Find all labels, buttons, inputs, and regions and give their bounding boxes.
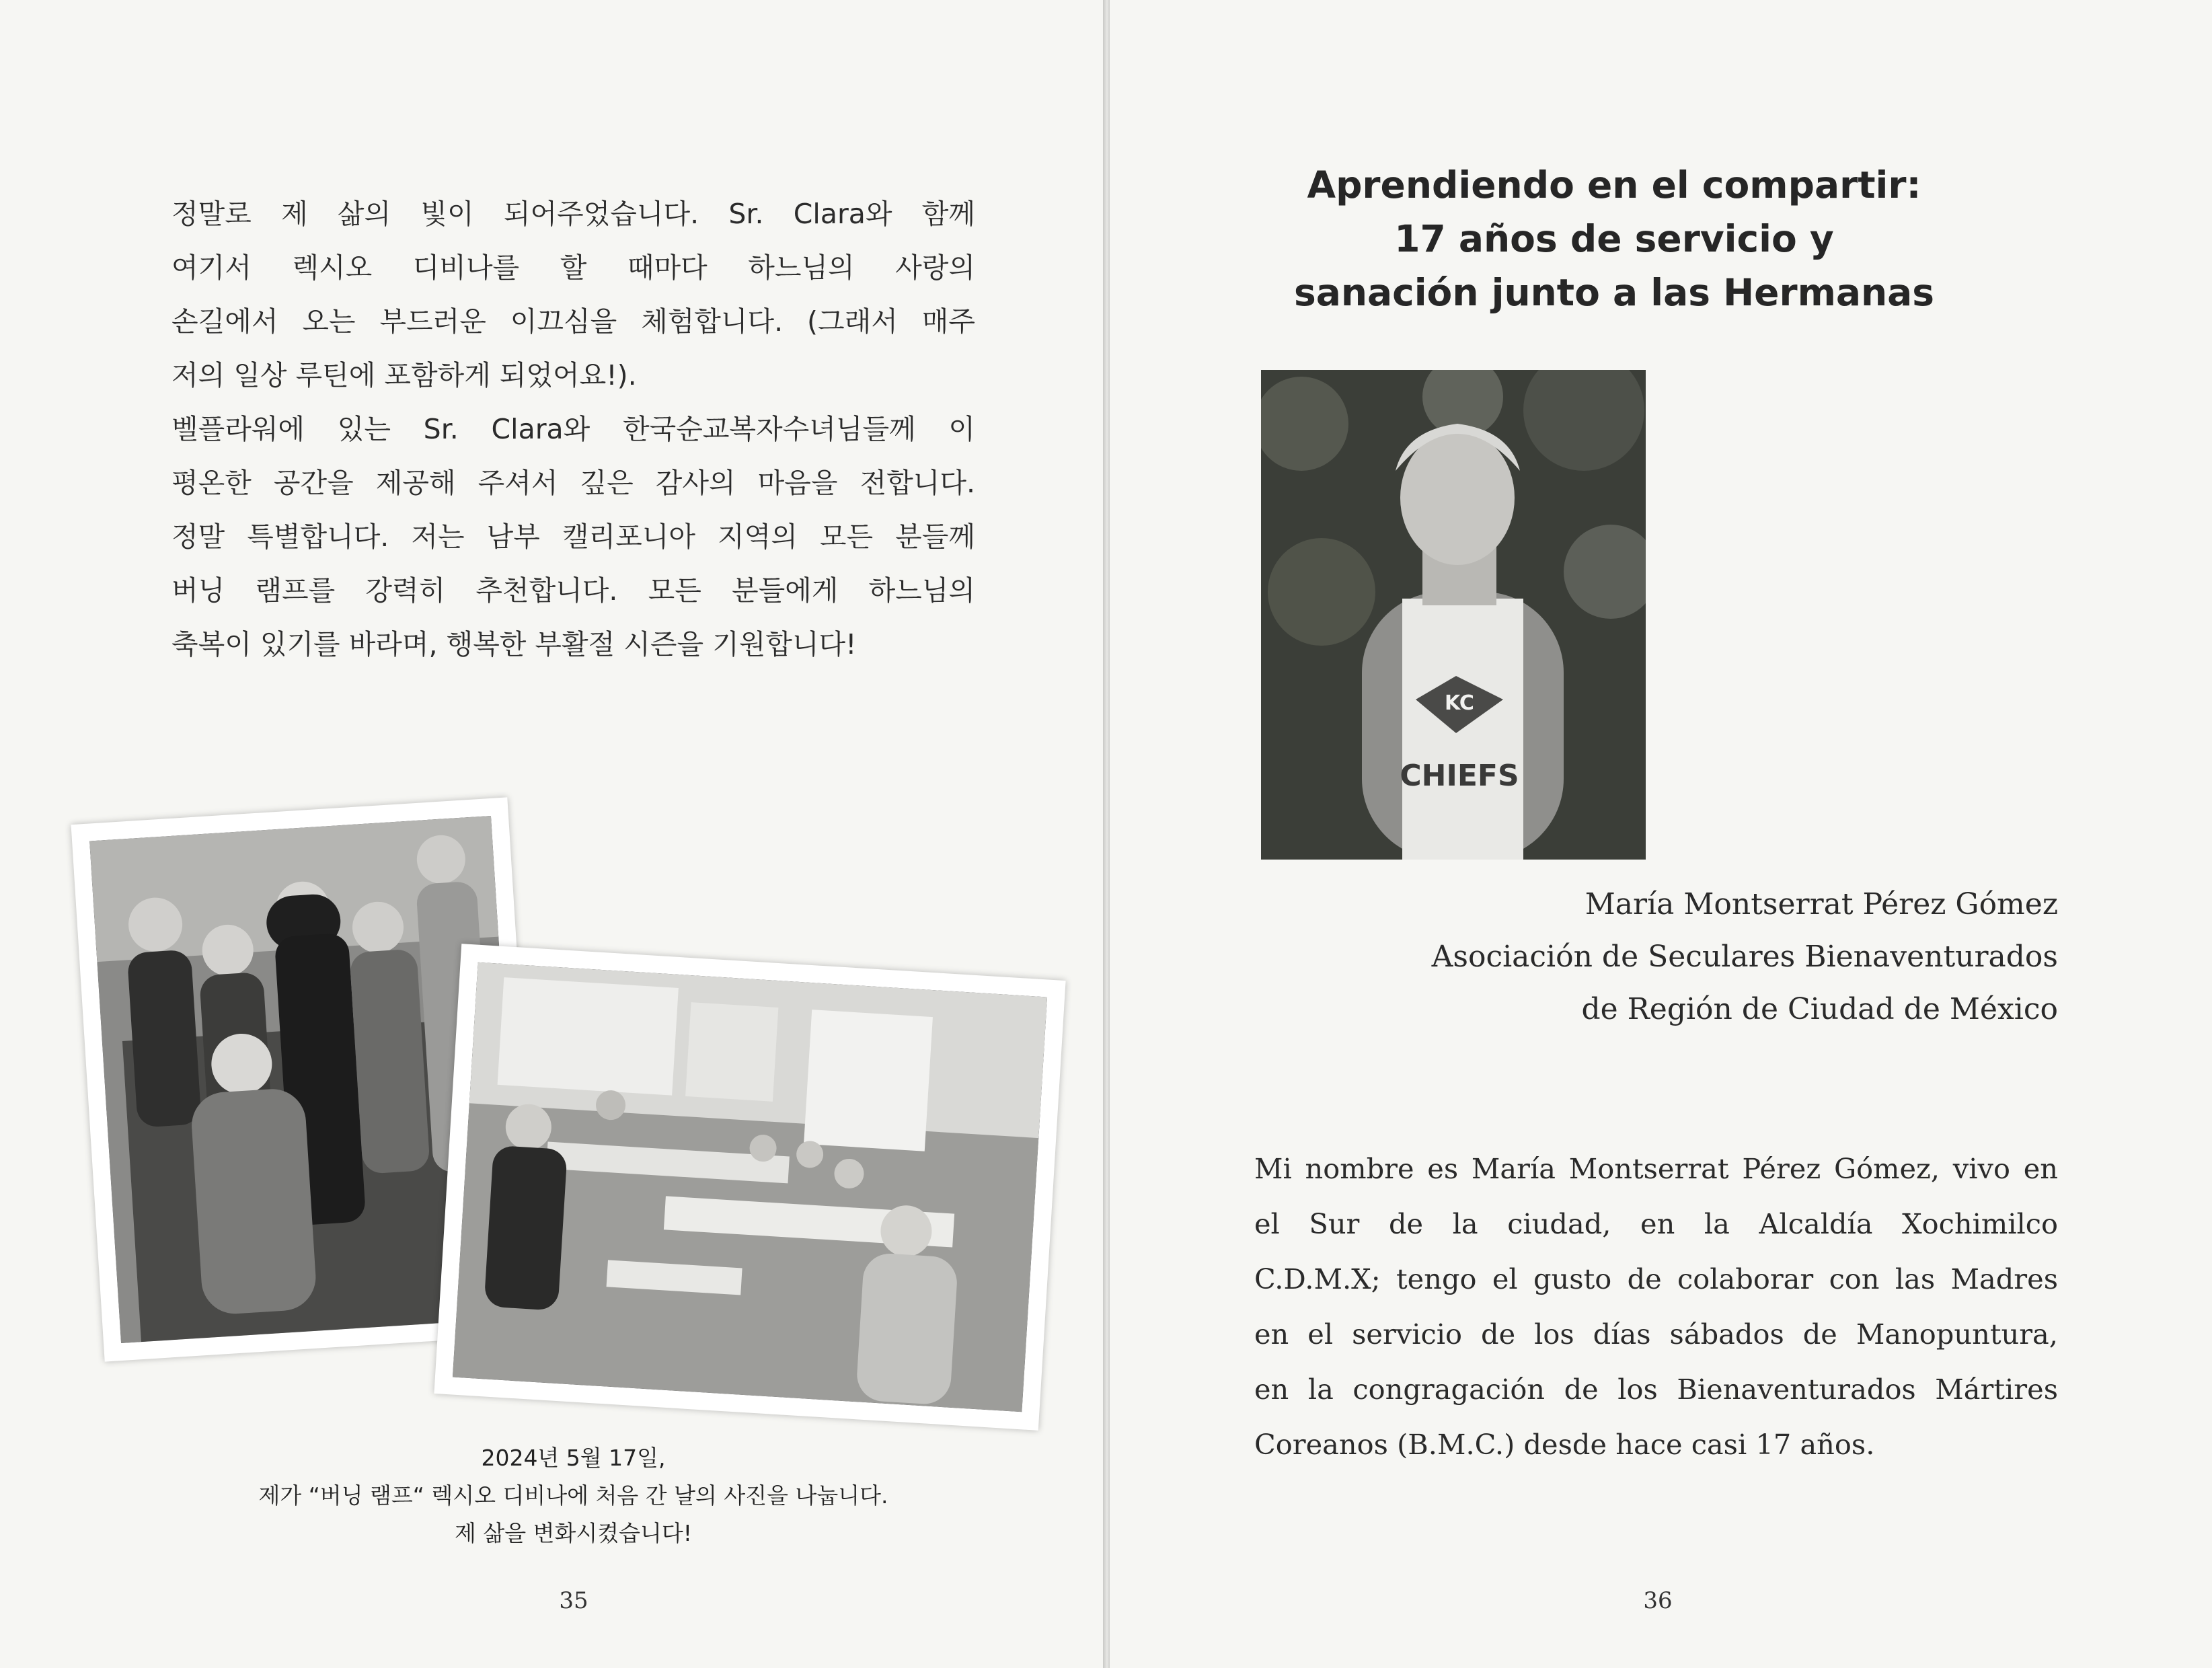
- page-number-right: 36: [1643, 1587, 1673, 1614]
- article-title: [1278, 158, 1950, 319]
- korean-paragraph: [171, 187, 975, 671]
- classroom-photo-image: [453, 962, 1047, 1412]
- text-line: 버닝 램프를 강력히 추천합니다. 모든 분들에게 하느님의: [171, 574, 975, 607]
- text-line: 축복이 있기를 바라며, 행복한 부활절 시즌을 기원합니다!: [171, 628, 857, 660]
- text-line: el Sur de la ciudad, en la Alcaldía Xochimilco: [1254, 1207, 2058, 1240]
- left-page: [0, 0, 1103, 1668]
- title-line: Aprendiendo en el compartir:: [1307, 163, 1921, 206]
- text-line: 정말로 제 삶의 빛이 되어주었습니다. Sr. Clara와 함께: [171, 198, 975, 230]
- page-number-left: 35: [559, 1587, 588, 1614]
- text-line: en el servicio de los días sábados de Manopuntura,: [1254, 1318, 2058, 1351]
- photo-caption: [171, 1439, 975, 1552]
- author-region: de Región de Ciudad de México: [1581, 992, 2058, 1026]
- title-line: sanación junto a las Hermanas: [1293, 271, 1935, 314]
- text-line: 벨플라워에 있는 Sr. Clara와 한국순교복자수녀님들께 이: [171, 413, 975, 445]
- author-portrait: [1261, 370, 1646, 860]
- text-line: 여기서 렉시오 디비나를 할 때마다 하느님의 사랑의: [171, 252, 975, 284]
- shirt-logo-text: KC: [1445, 691, 1474, 715]
- author-byline: [1338, 878, 2058, 1036]
- caption-line: 제 삶을 변화시켰습니다!: [455, 1520, 692, 1546]
- shirt-text: CHIEFS: [1400, 759, 1519, 793]
- text-line: C.D.M.X; tengo el gusto de colaborar con las Madres: [1254, 1262, 2058, 1295]
- book-gutter: [1103, 0, 1110, 1668]
- text-line: 손길에서 오는 부드러운 이끄심을 체험합니다. (그래서 매주: [171, 305, 975, 338]
- spanish-paragraph: [1254, 1141, 2058, 1472]
- portrait-drawing: [1261, 370, 1646, 860]
- text-line: en la congragación de los Bienaventurados Mártires: [1254, 1373, 2058, 1406]
- title-line: 17 años de servicio y: [1394, 217, 1834, 260]
- caption-line: 2024년 5월 17일,: [481, 1445, 666, 1471]
- author-name: María Montserrat Pérez Gómez: [1585, 887, 2058, 921]
- caption-line: 제가 “버닝 램프“ 렉시오 디비나에 처음 간 날의 사진을 나눕니다.: [258, 1482, 888, 1509]
- classroom-photo-drawing: [453, 962, 1047, 1412]
- classroom-photo: [434, 944, 1065, 1431]
- text-line: 평온한 공간을 제공해 주셔서 깊은 감사의 마음을 전합니다.: [171, 467, 975, 499]
- text-line: 저의 일상 루틴에 포함하게 되었어요!).: [171, 359, 637, 391]
- text-line: 정말 특별합니다. 저는 남부 캘리포니아 지역의 모든 분들께: [171, 521, 975, 553]
- text-line: Mi nombre es María Montserrat Pérez Gómez, vivo en: [1254, 1152, 2058, 1185]
- author-organization: Asociación de Seculares Bienaventurados: [1431, 940, 2058, 974]
- text-line: Coreanos (B.M.C.) desde hace casi 17 años.: [1254, 1428, 1875, 1461]
